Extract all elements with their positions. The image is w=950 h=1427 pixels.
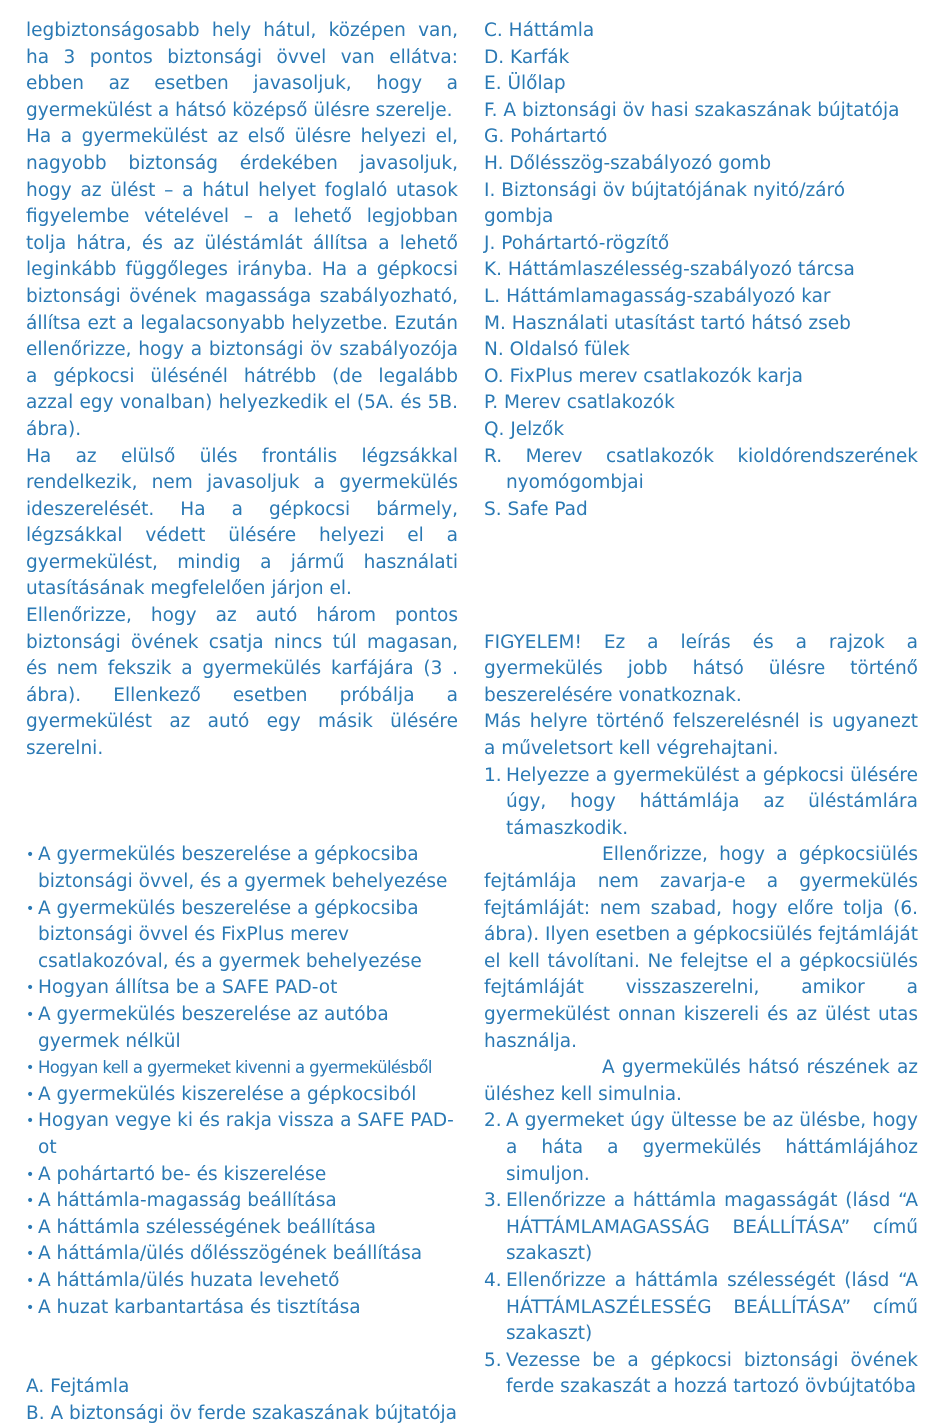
instruction-step bbox=[484, 763, 918, 843]
paragraph-airbag: Ha az elülső ülés frontális légzsákkal rendelkezik, nem javasoljuk a gyermekülés ideszerelését. Ha a gépkocsi bármely, légzsákkal védett ülésére helyezi el a gyermekülést, mindig a jármű használati utasításának megfelelően járjon el. bbox=[26, 445, 458, 600]
bullet-icon: • bbox=[26, 1113, 35, 1130]
part-label: P. Merev csatlakozók bbox=[484, 392, 675, 414]
part-label: M. Használati utasítást tartó hátsó zseb bbox=[484, 312, 851, 334]
step-text: Helyezze a gyermekülést a gépkocsi ülésére úgy, hogy háttámlája az üléstámlára támaszkodik. bbox=[506, 764, 918, 839]
note-headrest: Ellenőrizze, hogy a gépkocsiülés fejtámlája nem zavarja-e a gyermekülés fejtámláját: nem szabad, hogy előre tolja (6. ábra). Ilyen esetben a gépkocsiülés fejtámláját el kell távolítani. Ne felejtse el a gépkocsiülés fejtámláját visszaszerelni, amikor a gyermekülést onnan kiszereli és az ülést utas használja. bbox=[484, 844, 918, 1052]
bullet-icon: • bbox=[26, 980, 35, 997]
bullet-icon: • bbox=[26, 900, 35, 917]
part-label: B. A biztonsági öv ferde szakaszának bújtatója bbox=[26, 1402, 457, 1424]
step-text: Ellenőrizze a háttámla magasságát (lásd “A HÁTTÁMLAMAGASSÁG BEÁLLÍTÁSA” című szakaszt) bbox=[506, 1190, 918, 1265]
step-number: 2. bbox=[484, 1110, 502, 1132]
bullet-icon: • bbox=[26, 1272, 35, 1289]
part-label: R. Merev csatlakozók kioldórendszerének nyomógombjai bbox=[484, 445, 918, 494]
part-label: L. Háttámlamagasság-szabályozó kar bbox=[484, 285, 831, 307]
part-label: E. Ülőlap bbox=[484, 73, 566, 95]
part-label: N. Oldalsó fülek bbox=[484, 339, 630, 361]
list-item: • A háttámla/ülés huzata levehető bbox=[26, 1268, 458, 1295]
list-item: • A gyermekülés beszerelése az autóba gyermek nélkül bbox=[26, 1002, 458, 1055]
bullet-icon: • bbox=[26, 1219, 35, 1236]
warning-text: FIGYELEM! Ez a leírás és a rajzok a gyermekülés jobb hátsó ülésre történő beszerelésére vonatkoznak. bbox=[484, 631, 918, 706]
list-item: • Hogyan vegye ki és rakja vissza a SAFE PAD-ot bbox=[26, 1108, 458, 1161]
warning-text-2: Más helyre történő felszerelésnél is ugyanezt a műveletsort kell végrehajtani. bbox=[484, 711, 918, 760]
instruction-step bbox=[484, 1268, 918, 1348]
list-item: • A gyermekülés beszerelése a gépkocsiba biztonsági övvel, és a gyermek behelyezése bbox=[26, 842, 458, 895]
step-number: 5. bbox=[484, 1349, 502, 1371]
list-item: • A háttámla/ülés dőlésszögének beállítása bbox=[26, 1241, 458, 1268]
bullet-icon: • bbox=[26, 1060, 35, 1077]
list-item: • A háttámla-magasság beállítása bbox=[26, 1188, 458, 1215]
part-label: O. FixPlus merev csatlakozók karja bbox=[484, 365, 803, 387]
part-label: H. Dőlésszög-szabályozó gomb bbox=[484, 152, 772, 174]
list-item: • A pohártartó be- és kiszerelése bbox=[26, 1162, 458, 1189]
instruction-step bbox=[484, 1188, 918, 1268]
step-number: 4. bbox=[484, 1269, 502, 1291]
part-label: A. Fejtámla bbox=[26, 1376, 130, 1398]
paragraph-rear-center-seat: legbiztonságosabb hely hátul, középen van, ha 3 pontos biztonsági övvel van ellátva: ebben az esetben javasoljuk, hogy a gyermekülést a hátsó középső ülésre szerelje. bbox=[26, 20, 458, 121]
bullet-icon: • bbox=[26, 1193, 35, 1210]
instruction-step bbox=[484, 1348, 918, 1401]
paragraph-belt-buckle: Ellenőrizze, hogy az autó három pontos biztonsági övének csatja nincs túl magasan, és nem fekszik a gyermekülés karfájára (3 . ábra). Ellenkező esetben próbálja a gyermekülést az autó egy másik ülésére szerelni. bbox=[26, 605, 458, 760]
list-item: • Hogyan állítsa be a SAFE PAD-ot bbox=[26, 975, 458, 1002]
left-column bbox=[26, 18, 458, 1427]
step-text: Vezesse be a gépkocsi biztonsági övének ferde szakaszát a hozzá tartozó övbújtatóba bbox=[506, 1349, 918, 1398]
step-text: Ellenőrizze a háttámla szélességét (lásd “A HÁTTÁMLASZÉLESSÉG BEÁLLÍTÁSA” című szakaszt) bbox=[506, 1269, 918, 1345]
parts-list bbox=[484, 18, 918, 523]
part-label: J. Pohártartó-rögzítő bbox=[484, 232, 670, 254]
note-backrest: A gyermekülés hátsó részének az üléshez kell simulnia. bbox=[484, 1057, 918, 1105]
instruction-step bbox=[484, 1108, 918, 1188]
part-label: I. Biztonsági öv bújtatójának nyitó/záró gombja bbox=[484, 179, 846, 228]
list-item: • Hogyan kell a gyermeket kivenni a gyermekülésből bbox=[26, 1055, 458, 1082]
list-item: • A gyermekülés beszerelése a gépkocsiba biztonsági övvel és FixPlus merev csatlakozóval, és a gyermek behelyezése bbox=[26, 896, 458, 976]
part-label: D. Karfák bbox=[484, 46, 570, 68]
bullet-icon: • bbox=[26, 1006, 35, 1023]
step-number: 1. bbox=[484, 764, 502, 786]
list-item: • A huzat karbantartása és tisztítása bbox=[26, 1295, 458, 1322]
contents-list bbox=[26, 842, 458, 1321]
bullet-icon: • bbox=[26, 1299, 35, 1316]
part-label: G. Pohártartó bbox=[484, 126, 608, 148]
part-label: F. A biztonsági öv hasi szakaszának bújtatója bbox=[484, 99, 900, 121]
part-label: S. Safe Pad bbox=[484, 498, 588, 520]
step-text: A gyermeket úgy ültesse be az ülésbe, hogy a háta a gyermekülés háttámlájához simuljon. bbox=[506, 1110, 918, 1185]
right-column bbox=[484, 18, 918, 1401]
bullet-icon: • bbox=[26, 1166, 35, 1183]
parts-list-start bbox=[26, 1374, 458, 1427]
bullet-icon: • bbox=[26, 1086, 35, 1103]
part-label: C. Háttámla bbox=[484, 20, 595, 41]
part-label: K. Háttámlaszélesség-szabályozó tárcsa bbox=[484, 259, 855, 281]
bullet-icon: • bbox=[26, 1246, 35, 1263]
list-item: • A gyermekülés kiszerelése a gépkocsiból bbox=[26, 1082, 458, 1109]
bullet-icon: • bbox=[26, 847, 35, 864]
step-number: 3. bbox=[484, 1190, 502, 1212]
list-item: • A háttámla szélességének beállítása bbox=[26, 1215, 458, 1242]
paragraph-front-seat: Ha a gyermekülést az első ülésre helyezi el, nagyobb biztonság érdekében javasoljuk, hogy az ülést – a hátul helyet foglaló utasok figyelembe vételével – a lehető legjobban tolja hátra, és az üléstámlát állítsa a lehető leginkább függőleges irányba. Ha a gépkocsi biztonsági övének magassága szabályozható, állítsa ezt a legalacsonyabb helyzetbe. Ezután ellenőrizze, hogy a biztonsági öv szabályozója a gépkocsi ülésénél hátrébb (de legalább azzal egy vonalban) helyezkedik el (5A. és 5B. ábra). bbox=[26, 126, 458, 440]
part-label: Q. Jelzők bbox=[484, 418, 565, 440]
